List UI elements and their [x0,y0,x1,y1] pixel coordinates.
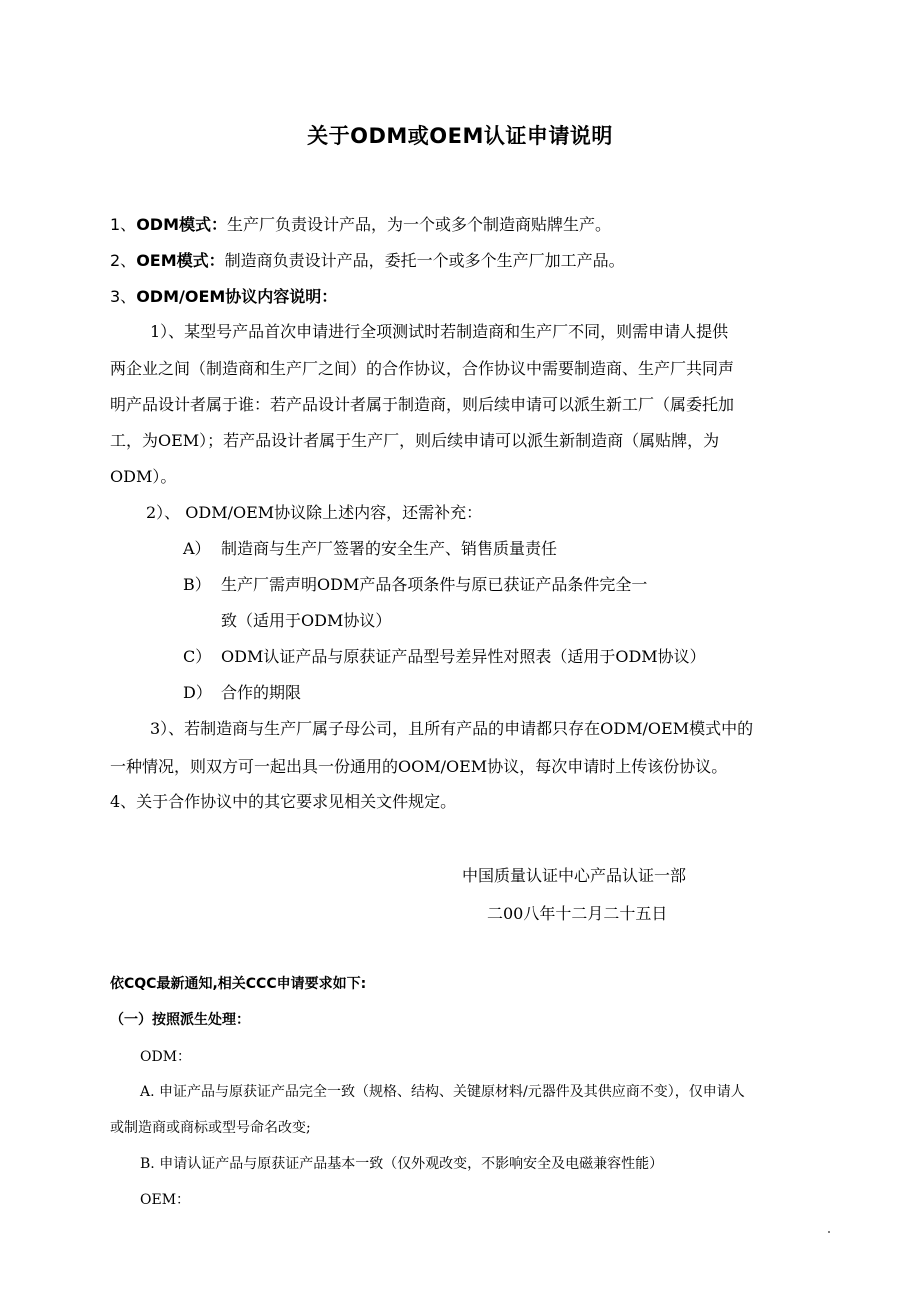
sub-item-c-text: ODM认证产品与原获证产品型号差异性对照表（适用于ODM协议） [221,647,706,666]
sub-item-b-continuation: 致（适用于ODM协议） [221,611,392,630]
paragraph-3-line: 一种情况，则双方可一起出具一份通用的OOM/OEM协议，每次申请时上传该份协议。 [110,757,728,776]
item-3-label: ODM/OEM协议内容说明： [136,287,338,306]
sub-item-b [183,575,647,595]
sub-item-a-text: 制造商与生产厂签署的安全生产、销售质量责任 [221,539,558,558]
item-1-text: 生产厂负责设计产品，为一个或多个制造商贴牌生产。 [227,215,612,234]
odm-item-a-line: A. 申证产品与原获证产品完全一致（规格、结构、关键原材料/元器件及其供应商不变），仅申请人 [140,1084,745,1100]
document-title: 关于ODM或OEM认证申请说明 [307,124,613,148]
sub-item-c-key: C） [183,647,212,666]
item-2-text: 制造商负责设计产品，委托一个或多个生产厂加工产品。 [224,251,625,270]
item-3-number: 3、 [110,287,137,306]
sub-item-a-key: A） [183,539,211,558]
odm-item-a-line: 或制造商或商标或型号命名改变; [110,1120,311,1136]
paragraph-3-line: 3）、若制造商与生产厂属子母公司，且所有产品的申请都只存在ODM/OEM模式中的 [150,719,754,738]
item-2-number: 2、 [110,251,137,270]
paragraph-1-line: ODM）。 [110,467,177,486]
sub-item-d-key: D） [183,683,212,702]
sub-item-a [183,539,557,559]
item-4: 4、关于合作协议中的其它要求见相关文件规定。 [110,792,457,811]
sub-item-d [183,683,301,703]
paragraph-1-line: 两企业之间（制造商和生产厂之间）的合作协议，合作协议中需要制造商、生产厂共同声 [110,359,735,378]
signature-date: 二00八年十二月二十五日 [487,904,668,923]
sub-item-b-text: 生产厂需声明ODM产品各项条件与原已获证产品条件完全一 [221,575,648,594]
paragraph-2: 2）、 ODM/OEM协议除上述内容，还需补充： [146,503,483,522]
odm-label: ODM： [140,1049,192,1065]
item-2 [110,251,625,271]
paragraph-1-line: 工，为OEM）；若产品设计者属于生产厂，则后续申请可以派生新制造商（属贴牌，为 [110,431,720,450]
item-3 [110,287,337,307]
notice-section-1: （一）按照派生处理： [110,1012,250,1028]
signature-organization: 中国质量认证中心产品认证一部 [462,866,687,885]
oem-label: OEM： [140,1192,191,1208]
item-1 [110,215,611,235]
sub-item-d-text: 合作的期限 [221,683,302,702]
item-1-number: 1、 [110,215,137,234]
item-2-label: OEM模式： [136,251,225,270]
odm-item-b: B. 申请认证产品与原获证产品基本一致（仅外观改变，不影响安全及电磁兼容性能） [140,1156,664,1172]
sub-item-b-key: B） [183,575,211,594]
page-dot-mark [828,1231,830,1233]
paragraph-1-line: 明产品设计者属于谁：若产品设计者属于制造商，则后续申请可以派生新工厂（属委托加 [110,395,735,414]
paragraph-1-line: 1）、某型号产品首次申请进行全项测试时若制造商和生产厂不同，则需申请人提供 [150,322,729,341]
sub-item-c [183,647,706,667]
notice-heading: 依CQC最新通知,相关CCC申请要求如下: [110,976,367,992]
item-1-label: ODM模式： [136,215,227,234]
